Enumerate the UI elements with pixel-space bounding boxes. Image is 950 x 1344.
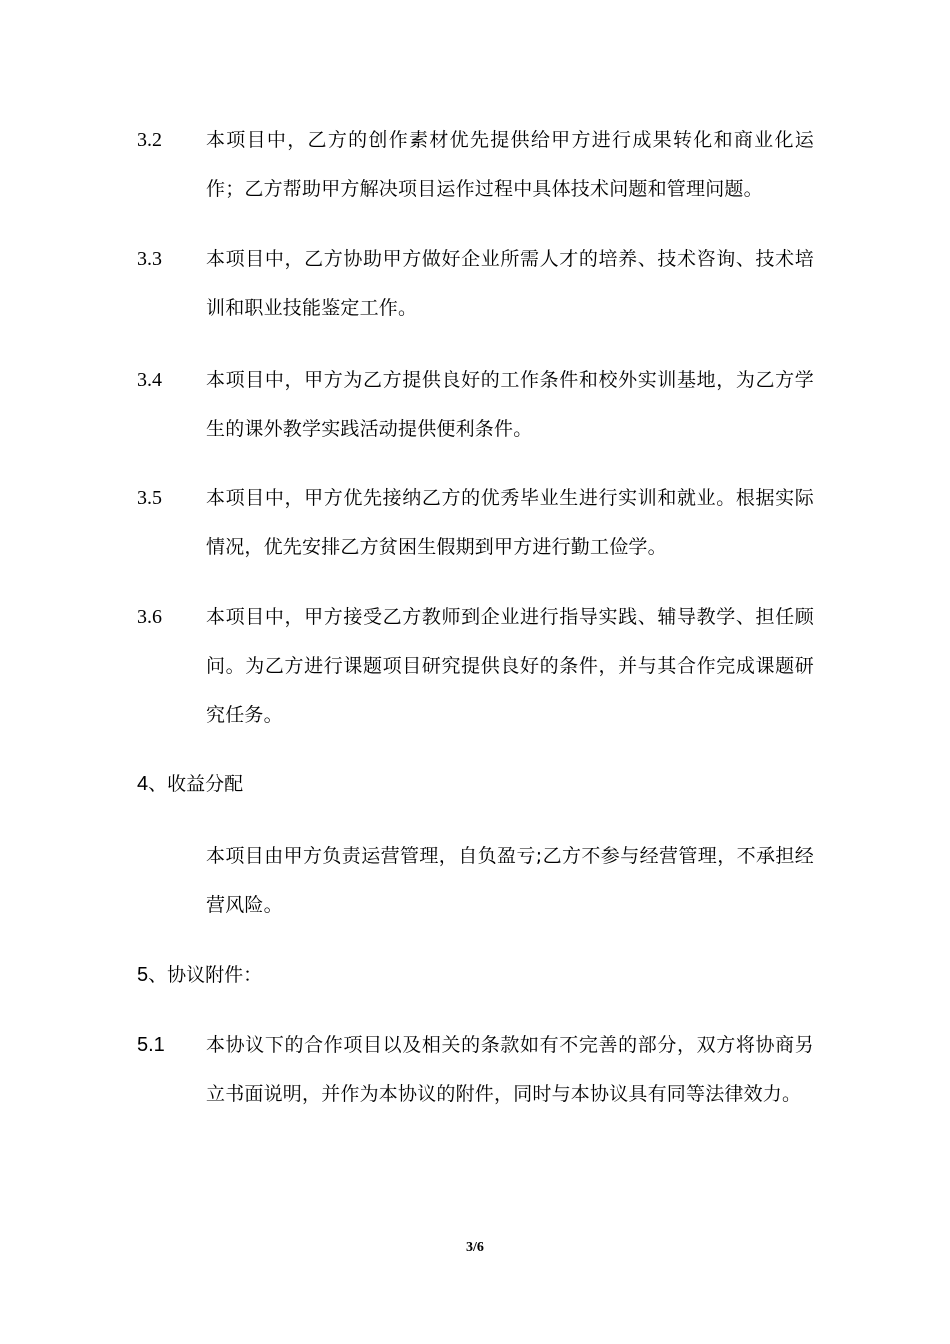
clause-number: 3.5	[137, 487, 162, 509]
page-number: 3/6	[466, 1240, 484, 1255]
clause-number: 5.1	[137, 1034, 165, 1056]
section-heading-4	[137, 760, 243, 809]
clause-number: 3.3	[137, 248, 162, 270]
section-title: 、协议附件：	[148, 964, 263, 986]
clause-text: 本项目中，乙方协助甲方做好企业所需人才的培养、技术咨询、技术培训和职业技能鉴定工作。	[206, 248, 814, 319]
clause-number: 3.2	[137, 129, 162, 151]
clause-text: 本协议下的合作项目以及相关的条款如有不完善的部分，双方将协商另立书面说明，并作为本协议的附件，同时与本协议具有同等法律效力。	[206, 1034, 814, 1105]
section-title: 、收益分配	[148, 773, 244, 795]
section-heading-5	[137, 951, 262, 1000]
clause-text: 本项目中，乙方的创作素材优先提供给甲方进行成果转化和商业化运作；乙方帮助甲方解决项目运作过程中具体技术问题和管理问题。	[206, 129, 814, 200]
section-number: 5	[137, 964, 149, 986]
section-number: 4	[137, 773, 149, 795]
paragraph-text: 本项目由甲方负责运营管理，自负盈亏;乙方不参与经营管理，不承担经营风险。	[206, 845, 814, 916]
clause-text: 本项目中，甲方接受乙方教师到企业进行指导实践、辅导教学、担任顾问。为乙方进行课题项目研究提供良好的条件，并与其合作完成课题研究任务。	[206, 606, 814, 726]
clause-number: 3.4	[137, 369, 162, 391]
clause-number: 3.6	[137, 606, 162, 628]
clause-text: 本项目中，甲方为乙方提供良好的工作条件和校外实训基地，为乙方学生的课外教学实践活动提供便利条件。	[206, 369, 814, 440]
clause-text: 本项目中，甲方优先接纳乙方的优秀毕业生进行实训和就业。根据实际情况，优先安排乙方贫困生假期到甲方进行勤工俭学。	[206, 487, 814, 558]
